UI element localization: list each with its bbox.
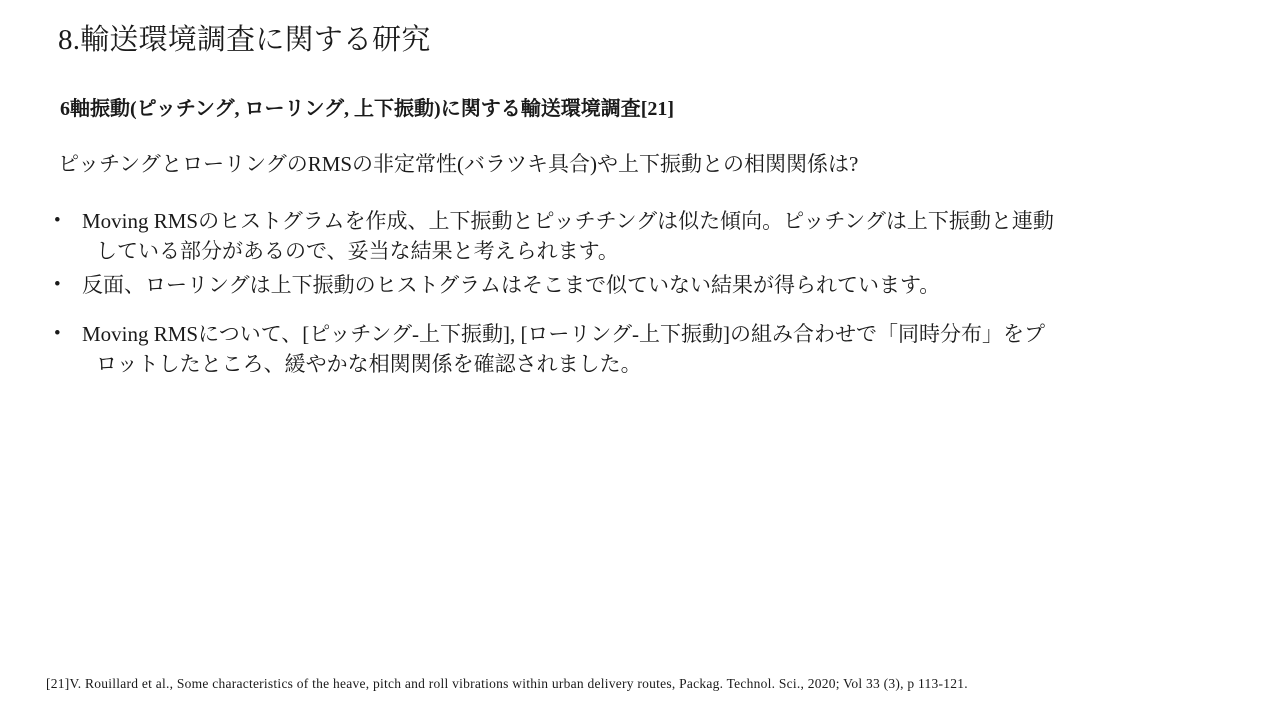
list-item-line: Moving RMSについて、[ピッチング-上下振動], [ローリング-上下振動]の組み合わせで「同時分布」をプ <box>82 322 1046 346</box>
list-item-line: ロットしたところ、緩やかな相関関係を確認されました。 <box>96 351 642 376</box>
list-item <box>54 207 1224 267</box>
reference-footnote: [21]V. Rouillard et al., Some characteristics of the heave, pitch and roll vibrations within urban delivery routes, Packag. Technol. Sci., 2020; Vol 33 (3), p 113-121. <box>46 676 968 691</box>
list-item-line: している部分があるので、妥当な結果と考えられます。 <box>96 238 619 263</box>
bullet-marker-icon: • <box>54 273 61 295</box>
list-item-line: 反面、ローリングは上下振動のヒストグラムはそこまで似ていない結果が得られています。 <box>82 272 941 297</box>
list-item-text <box>82 320 1224 380</box>
list-item <box>54 271 1224 301</box>
list-item-text <box>82 207 1224 267</box>
bullet-marker-icon: • <box>54 210 61 231</box>
list-item-line: Moving RMSのヒストグラムを作成、上下振動とピッチチングは似た傾向。ピッチングは上下振動と連動 <box>82 209 1054 233</box>
slide-subtitle: 6軸振動(ピッチング, ローリング, 上下振動)に関する輸送環境調査[21] <box>60 98 675 120</box>
list-item <box>54 320 1224 380</box>
bullet-list-secondary <box>54 320 1224 384</box>
page-title: 8.輸送環境調査に関する研究 <box>58 24 431 56</box>
list-item-text <box>82 271 1224 301</box>
bullet-list-primary <box>54 207 1224 304</box>
bullet-marker-icon: • <box>54 323 61 344</box>
research-question: ピッチングとローリングのRMSの非定常性(バラツキ具合)や上下振動との相関関係は? <box>58 152 859 176</box>
